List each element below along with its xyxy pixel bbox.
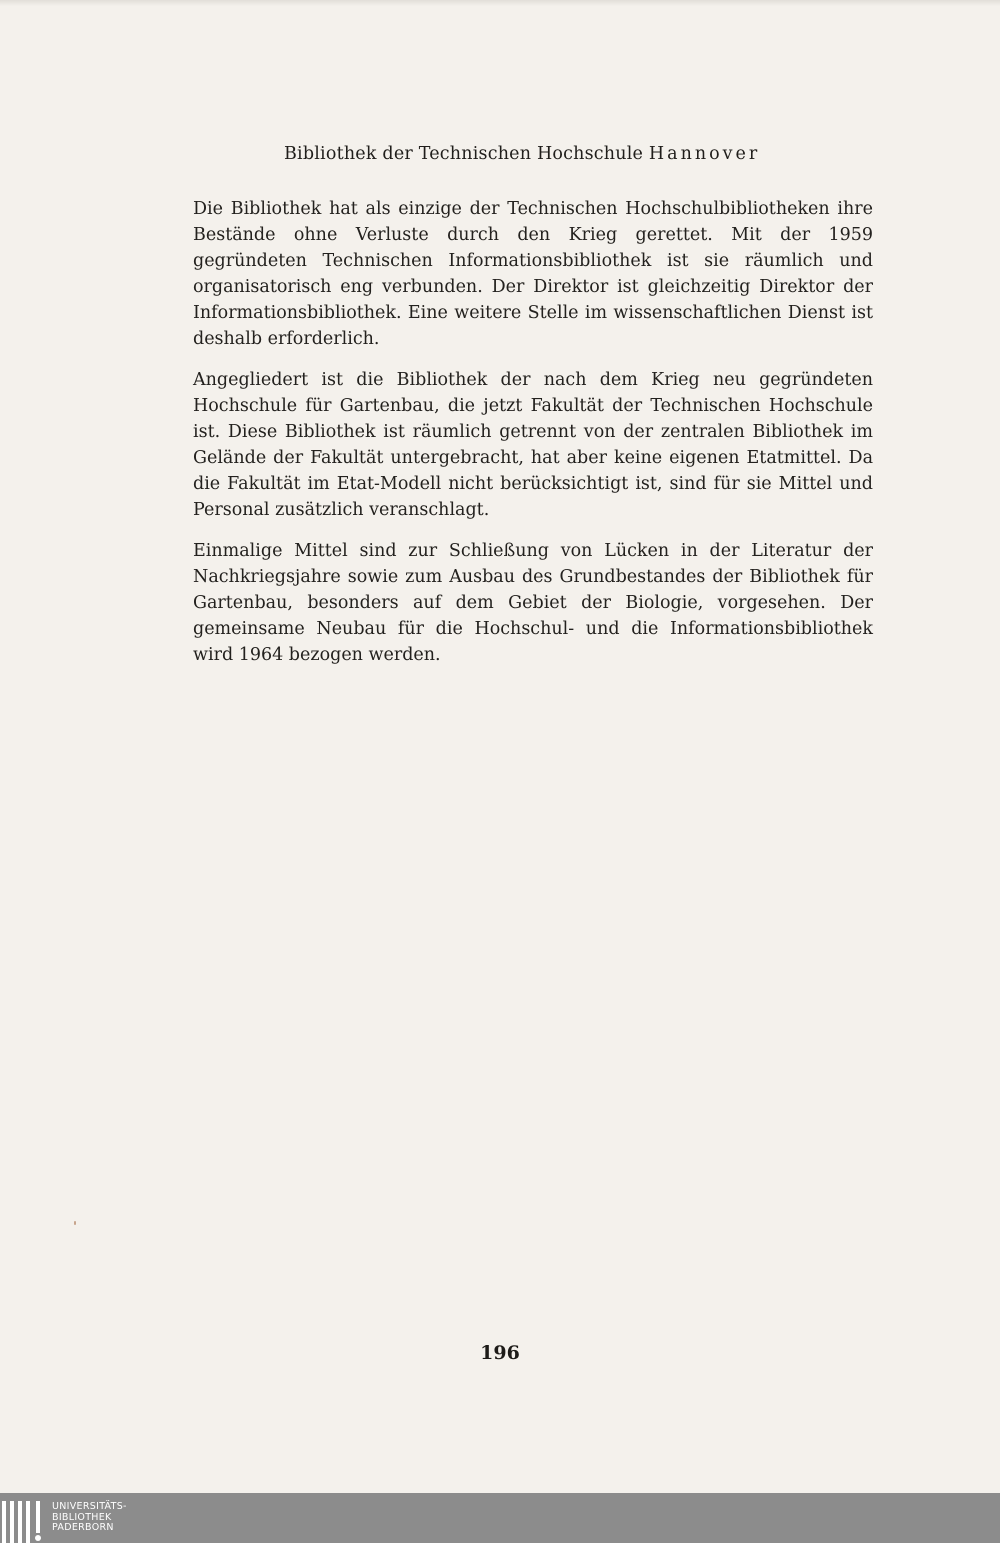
running-head-city: Hannover [648, 144, 761, 164]
body-text [193, 196, 873, 683]
library-name-line-1: UNIVERSITÄTS- [52, 1501, 127, 1512]
paragraph-2: Angegliedert ist die Bibliothek der nach dem Krieg neu gegründeten Hochschule für Gartenbau, die jetzt Fakultät der Technischen Hochschule ist. Diese Bibliothek ist räumlich getrennt von der zentralen Bibliothek im Gelände der Fakultät untergebracht, hat aber keine eigenen Etatmittel. Da die Fakultät im Etat-Modell nicht berücksichtigt ist, sind für sie Mittel und Personal zusätzlich veranschlagt. [193, 370, 873, 520]
library-name-line-3: PADERBORN [52, 1522, 114, 1533]
page-edge-shadow [0, 0, 1000, 6]
paragraph-3: Einmalige Mittel sind zur Schließung von Lücken in der Literatur der Nachkriegsjahre sowie zum Ausbau des Grundbestandes der Bibliothek für Gartenbau, besonders auf dem Gebiet der Biologie, vorgesehen. Der gemeinsame Neubau für die Hochschul- und die Informationsbibliothek wird 1964 bezogen werden. [193, 541, 873, 665]
page-number: 196 [480, 1342, 520, 1364]
paragraph-1: Die Bibliothek hat als einzige der Technischen Hochschulbibliotheken ihre Bestände ohne Verluste durch den Krieg gerettet. Mit der 1959 gegründeten Technischen Informationsbibliothek ist sie räumlich und organisatorisch eng verbunden. Der Direktor ist gleichzeitig Direktor der Informationsbibliothek. Eine weitere Stelle im wissenschaftlichen Dienst ist deshalb erforderlich. [193, 199, 873, 349]
running-head [284, 144, 760, 164]
running-head-title: Bibliothek der Technischen Hochschule [284, 144, 644, 164]
university-library-logo-icon [0, 1493, 46, 1543]
library-name [52, 1502, 127, 1534]
library-footer-bar [0, 1493, 1000, 1543]
paper-speck [74, 1221, 76, 1225]
library-name-line-2: BIBLIOTHEK [52, 1511, 112, 1523]
